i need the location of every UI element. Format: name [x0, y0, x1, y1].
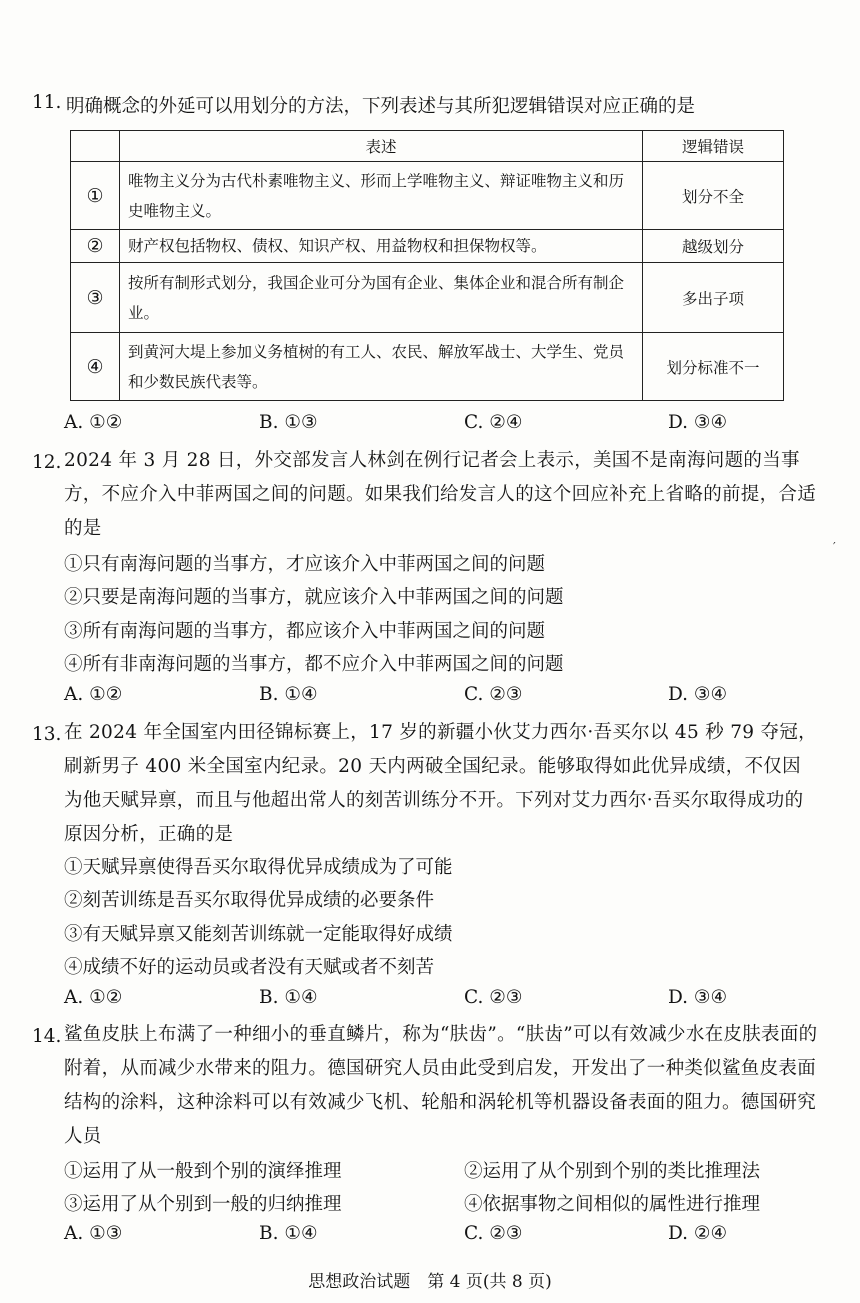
q14-item-4: ④依据事物之间相似的属性进行推理: [464, 1194, 761, 1215]
table-header-statement: 表述: [120, 131, 643, 162]
q11-table: [70, 130, 784, 401]
option-a[interactable]: A. ①③: [64, 1223, 123, 1244]
table-header-num: [71, 131, 120, 162]
q14-options: [64, 1223, 784, 1253]
page-footer: 思想政治试题 第 4 页(共 8 页): [308, 1272, 552, 1292]
q12-number: 12.: [32, 452, 62, 473]
option-d[interactable]: D. ③④: [668, 987, 728, 1008]
row-number: ③: [71, 263, 120, 333]
q14-item-1: ①运用了从一般到个别的演绎推理: [64, 1161, 342, 1182]
q11-stem: 明确概念的外延可以用划分的方法，下列表述与其所犯逻辑错误对应正确的是: [66, 96, 696, 117]
q13-options: [64, 987, 784, 1017]
option-d[interactable]: D. ③④: [668, 684, 728, 705]
row-statement: 财产权包括物权、债权、知识产权、用益物权和担保物权等。: [120, 230, 643, 263]
row-error: 划分标准不一: [643, 333, 784, 401]
option-b[interactable]: B. ①④: [259, 1223, 318, 1244]
q13-stem: 在 2024 年全国室内田径锦标赛上，17 岁的新疆小伙艾力西尔·吾买尔以 45 秒 79 夺冠，刷新男子 400 米全国室内纪录。20 天内两破全国纪录。能够取得如此优异成绩，不仅因为他天赋异禀，而且与他超出常人的刻苦训练分不开。下列对艾力西尔·吾买尔取得成功的原因分析，正确的是: [64, 722, 817, 845]
q12-item-4: ④所有非南海问题的当事方，都不应介入中菲两国之间的问题: [64, 654, 564, 675]
option-b[interactable]: B. ①④: [259, 987, 318, 1008]
q12-stem: 2024 年 3 月 28 日，外交部发言人林剑在例行记者会上表示，美国不是南海问题的当事方，不应介入中菲两国之间的问题。如果我们给发言人的这个回应补充上省略的前提，合适的是: [64, 450, 817, 539]
table-row: [71, 230, 784, 263]
option-c[interactable]: C. ②③: [464, 684, 523, 705]
table-row: [71, 162, 784, 230]
q14-items-row-1: [64, 1157, 784, 1187]
table-row: [71, 333, 784, 401]
q12-item-3: ③所有南海问题的当事方，都应该介入中菲两国之间的问题: [64, 621, 546, 642]
q12-options: [64, 684, 784, 714]
q14-items-row-2: [64, 1190, 784, 1220]
table-header-error: 逻辑错误: [643, 131, 784, 162]
option-c[interactable]: C. ②③: [464, 1223, 523, 1244]
option-c[interactable]: C. ②③: [464, 987, 523, 1008]
table-row: [71, 263, 784, 333]
q14-stem: 鲨鱼皮肤上布满了一种细小的垂直鳞片，称为“肤齿”。“肤齿”可以有效减少水在皮肤表面的附着，从而减少水带来的阻力。德国研究人员由此受到启发，开发出了一种类似鲨鱼皮表面结构的涂料，这种涂料可以有效减少飞机、轮船和涡轮机等机器设备表面的阻力。德国研究人员: [64, 1024, 818, 1147]
row-number: ①: [71, 162, 120, 230]
q13-number: 13.: [32, 724, 62, 745]
row-statement: 唯物主义分为古代朴素唯物主义、形而上学唯物主义、辩证唯物主义和历史唯物主义。: [120, 162, 643, 230]
option-d[interactable]: D. ②④: [668, 1223, 728, 1244]
row-statement: 按所有制形式划分，我国企业可分为国有企业、集体企业和混合所有制企业。: [120, 263, 643, 333]
row-error: 越级划分: [643, 230, 784, 263]
q13-item-3: ③有天赋异禀又能刻苦训练就一定能取得好成绩: [64, 924, 453, 945]
row-statement: 到黄河大堤上参加义务植树的有工人、农民、解放军战士、大学生、党员和少数民族代表等。: [120, 333, 643, 401]
q13-item-4: ④成绩不好的运动员或者没有天赋或者不刻苦: [64, 957, 435, 978]
option-a[interactable]: A. ①②: [64, 987, 123, 1008]
q14-number: 14.: [32, 1026, 62, 1047]
q14-item-2: ②运用了从个别到个别的类比推理法: [464, 1161, 761, 1182]
row-number: ②: [71, 230, 120, 263]
q12-item-2: ②只要是南海问题的当事方，就应该介入中菲两国之间的问题: [64, 587, 564, 608]
stray-mark: ′: [833, 540, 836, 554]
option-c[interactable]: C. ②④: [464, 412, 523, 433]
row-error: 划分不全: [643, 162, 784, 230]
q13-item-1: ①天赋异禀使得吾买尔取得优异成绩成为了可能: [64, 857, 453, 878]
q11-options: [64, 412, 784, 442]
option-a[interactable]: A. ①②: [64, 412, 123, 433]
option-b[interactable]: B. ①④: [259, 684, 318, 705]
q13-item-2: ②刻苦训练是吾买尔取得优异成绩的必要条件: [64, 890, 435, 911]
q12-item-1: ①只有南海问题的当事方，才应该介入中菲两国之间的问题: [64, 554, 546, 575]
option-b[interactable]: B. ①③: [259, 412, 318, 433]
option-a[interactable]: A. ①②: [64, 684, 123, 705]
row-error: 多出子项: [643, 263, 784, 333]
option-d[interactable]: D. ③④: [668, 412, 728, 433]
table-header-row: [71, 131, 784, 162]
q11-number: 11.: [32, 92, 62, 113]
q14-item-3: ③运用了从个别到一般的归纳推理: [64, 1194, 342, 1215]
row-number: ④: [71, 333, 120, 401]
